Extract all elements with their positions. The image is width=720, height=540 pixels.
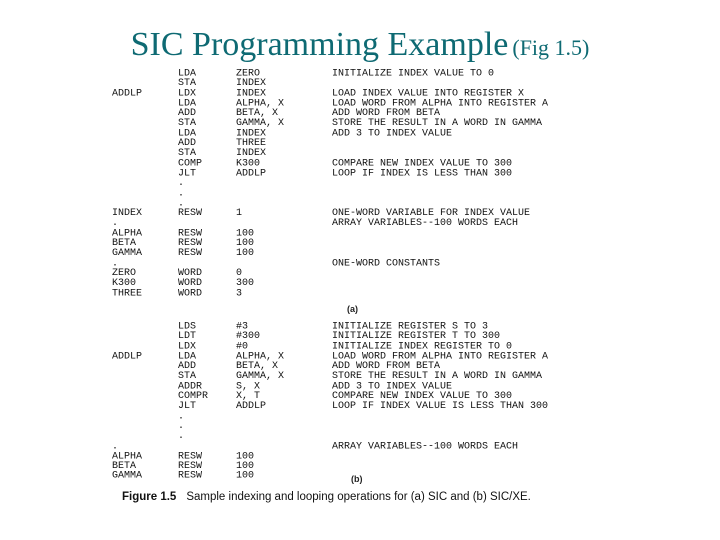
- code-operand: ADDLP: [236, 168, 267, 180]
- code-opcode: WORD: [178, 268, 203, 280]
- code-line: [104, 472, 624, 482]
- code-comment: COMPARE NEW INDEX VALUE TO 300: [332, 391, 513, 403]
- code-comment: LOAD WORD FROM ALPHA INTO REGISTER A: [332, 98, 549, 110]
- figure-caption-text: Sample indexing and looping operations for (a) SIC and (b) SIC/XE.: [186, 491, 531, 503]
- code-opcode: ADD: [178, 138, 197, 150]
- code-operand: 100: [236, 451, 255, 463]
- code-opcode: LDA: [178, 351, 197, 363]
- code-opcode: COMP: [178, 158, 203, 170]
- code-label: GAMMA: [112, 471, 143, 482]
- code-comment: INITIALIZE REGISTER T TO 300: [332, 331, 501, 343]
- code-opcode: ADD: [178, 361, 197, 373]
- code-line: [104, 289, 624, 299]
- code-opcode: JLT: [178, 401, 197, 413]
- code-operand: INDEX: [236, 88, 267, 100]
- code-label: ZERO: [112, 268, 137, 280]
- code-operand: INDEX: [236, 78, 267, 90]
- code-opcode: .: [178, 421, 185, 433]
- code-opcode: RESW: [178, 461, 203, 473]
- code-opcode: LDS: [178, 321, 197, 333]
- code-operand: 100: [236, 238, 255, 250]
- code-operand: BETA, X: [236, 108, 279, 120]
- code-operand: 100: [236, 471, 255, 482]
- code-opcode: RESW: [178, 228, 203, 240]
- code-opcode: RESW: [178, 471, 203, 482]
- code-operand: ZERO: [236, 68, 261, 80]
- code-comment: STORE THE RESULT IN A WORD IN GAMMA: [332, 371, 543, 383]
- code-opcode: LDX: [178, 341, 197, 353]
- code-opcode: LDA: [178, 68, 197, 80]
- code-opcode: .: [178, 431, 185, 443]
- code-label: GAMMA: [112, 248, 143, 260]
- code-opcode: .: [178, 198, 185, 210]
- code-comment: INITIALIZE INDEX VALUE TO 0: [332, 68, 495, 80]
- code-operand: #0: [236, 341, 249, 353]
- code-operand: 1: [236, 208, 243, 220]
- code-opcode: ADD: [178, 108, 197, 120]
- code-opcode: STA: [178, 78, 197, 90]
- code-label: .: [112, 218, 119, 230]
- code-comment: STORE THE RESULT IN A WORD IN GAMMA: [332, 118, 543, 130]
- code-label: BETA: [112, 461, 137, 473]
- code-comment: LOOP IF INDEX IS LESS THAN 300: [332, 168, 513, 180]
- code-comment: ADD 3 TO INDEX VALUE: [332, 128, 453, 140]
- code-opcode: LDA: [178, 128, 197, 140]
- code-opcode: LDA: [178, 98, 197, 110]
- code-comment: ADD 3 TO INDEX VALUE: [332, 381, 453, 393]
- code-operand: GAMMA, X: [236, 371, 285, 383]
- code-operand: ALPHA, X: [236, 351, 285, 363]
- code-operand: BETA, X: [236, 361, 279, 373]
- code-operand: 100: [236, 228, 255, 240]
- slide-title-main: SIC Programming Example: [130, 26, 509, 63]
- code-comment: INITIALIZE REGISTER S TO 3: [332, 321, 489, 333]
- code-label: BETA: [112, 238, 137, 250]
- code-comment: ONE-WORD CONSTANTS: [332, 258, 441, 270]
- code-label: K300: [112, 278, 137, 289]
- code-opcode: RESW: [178, 451, 203, 463]
- code-label: ADDLP: [112, 88, 143, 100]
- code-opcode: RESW: [178, 248, 203, 260]
- listing-sicxe: [104, 322, 624, 482]
- code-operand: 100: [236, 461, 255, 473]
- code-operand: #3: [236, 321, 249, 333]
- code-opcode: RESW: [178, 238, 203, 250]
- code-label: .: [112, 441, 119, 453]
- code-opcode: JLT: [178, 168, 197, 180]
- scanned-figure: [104, 66, 624, 526]
- code-operand: INDEX: [236, 128, 267, 140]
- code-opcode: RESW: [178, 208, 203, 220]
- code-comment: LOAD WORD FROM ALPHA INTO REGISTER A: [332, 351, 549, 363]
- figure-caption: [122, 492, 602, 503]
- code-comment: ADD WORD FROM BETA: [332, 108, 441, 120]
- code-comment: ADD WORD FROM BETA: [332, 361, 441, 373]
- code-operand: 300: [236, 278, 255, 289]
- code-operand: 100: [236, 248, 255, 260]
- code-opcode: ADDR: [178, 381, 203, 393]
- code-opcode: COMPR: [178, 391, 209, 403]
- caption-a: (a): [347, 304, 358, 314]
- code-operand: S, X: [236, 381, 261, 393]
- slide-title: [0, 26, 720, 64]
- slide-title-sub: (Fig 1.5): [512, 35, 590, 60]
- code-label: THREE: [112, 288, 143, 299]
- code-label: ALPHA: [112, 228, 143, 240]
- code-comment: ONE-WORD VARIABLE FOR INDEX VALUE: [332, 208, 531, 220]
- code-operand: K300: [236, 158, 261, 170]
- code-operand: X, T: [236, 391, 261, 403]
- code-operand: ADDLP: [236, 401, 267, 413]
- code-operand: GAMMA, X: [236, 118, 285, 130]
- code-opcode: LDT: [178, 331, 197, 343]
- code-comment: COMPARE NEW INDEX VALUE TO 300: [332, 158, 513, 170]
- code-label: INDEX: [112, 208, 143, 220]
- code-operand: 0: [236, 268, 243, 280]
- code-comment: ARRAY VARIABLES--100 WORDS EACH: [332, 441, 519, 453]
- figure-number: Figure 1.5: [122, 491, 177, 503]
- code-operand: ALPHA, X: [236, 98, 285, 110]
- code-opcode: .: [178, 178, 185, 190]
- code-opcode: LDX: [178, 88, 197, 100]
- code-opcode: STA: [178, 118, 197, 130]
- listing-sic: [104, 70, 624, 300]
- code-label: ADDLP: [112, 351, 143, 363]
- code-label: ALPHA: [112, 451, 143, 463]
- caption-b: (b): [351, 474, 363, 484]
- code-operand: #300: [236, 331, 261, 343]
- code-opcode: WORD: [178, 288, 203, 299]
- code-comment: LOOP IF INDEX VALUE IS LESS THAN 300: [332, 401, 549, 413]
- code-opcode: WORD: [178, 278, 203, 289]
- code-operand: 3: [236, 288, 243, 299]
- code-opcode: .: [178, 188, 185, 200]
- code-operand: INDEX: [236, 148, 267, 160]
- code-comment: INITIALIZE INDEX REGISTER TO 0: [332, 341, 513, 353]
- code-opcode: STA: [178, 148, 197, 160]
- code-label: .: [112, 258, 119, 270]
- code-operand: THREE: [236, 138, 267, 150]
- code-opcode: .: [178, 411, 185, 423]
- code-comment: ARRAY VARIABLES--100 WORDS EACH: [332, 218, 519, 230]
- code-comment: LOAD INDEX VALUE INTO REGISTER X: [332, 88, 525, 100]
- code-opcode: STA: [178, 371, 197, 383]
